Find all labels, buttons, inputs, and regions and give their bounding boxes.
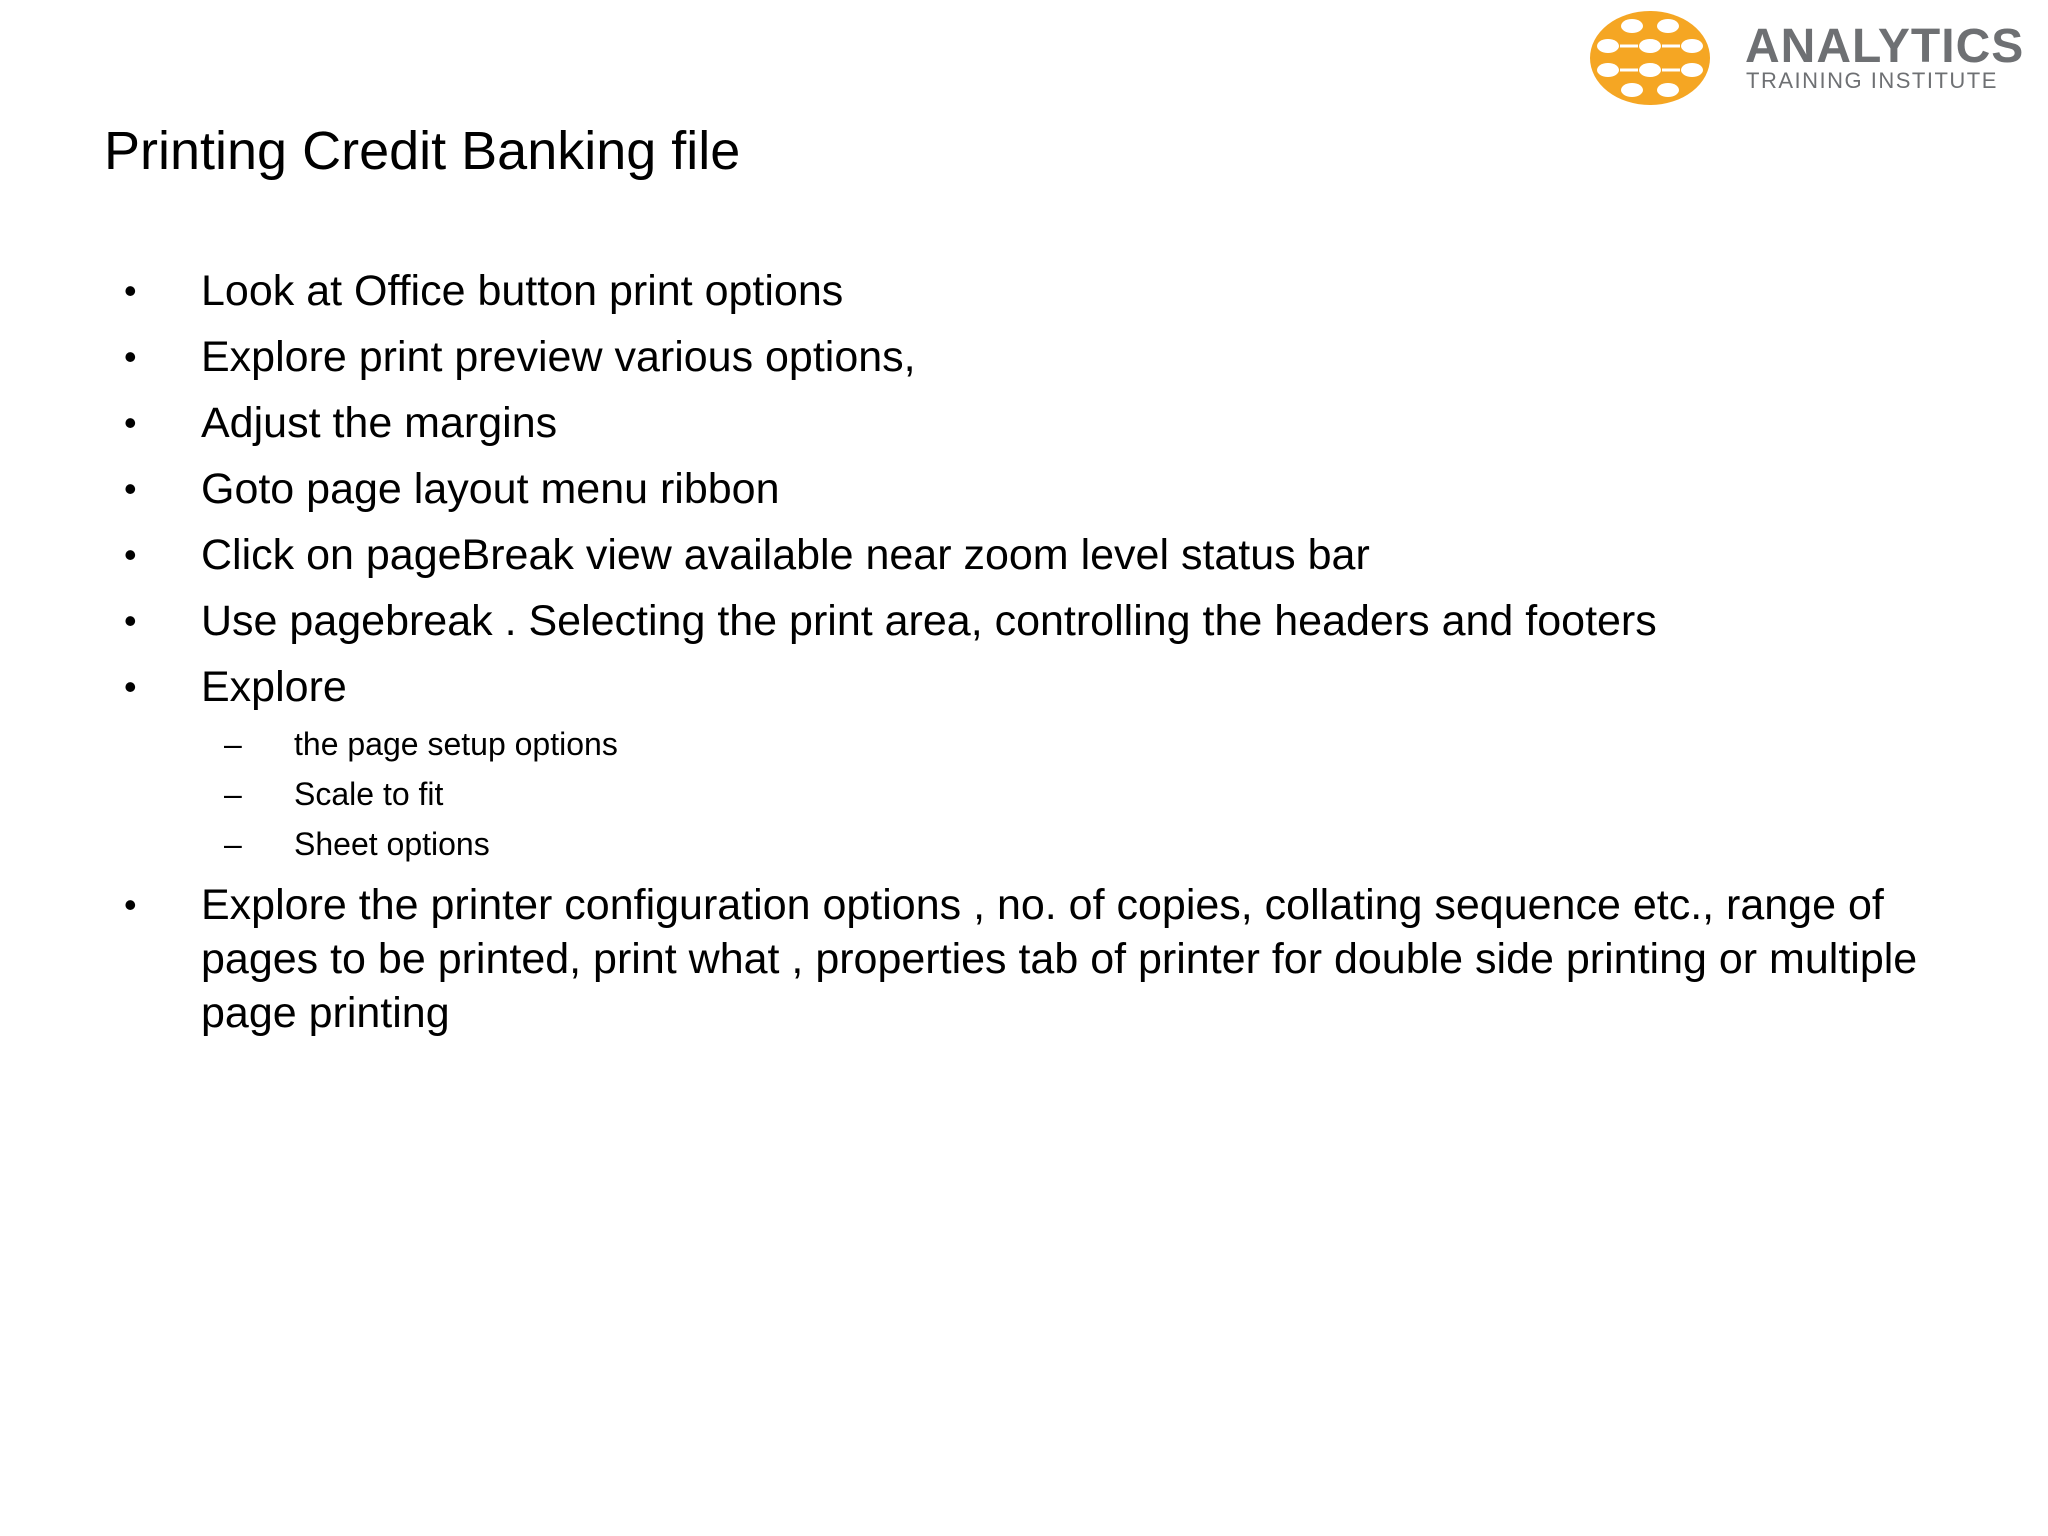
analytics-logo bbox=[1580, 4, 2040, 112]
bullet-item bbox=[124, 396, 2004, 450]
svg-text:ANALYTICS: ANALYTICS bbox=[1745, 20, 2025, 73]
bullet-icon: • bbox=[124, 666, 137, 707]
logo-mark-icon bbox=[1580, 4, 2040, 112]
bullet-item bbox=[124, 528, 2004, 582]
sub-bullet-list bbox=[124, 724, 2004, 864]
bullet-icon: • bbox=[124, 600, 137, 641]
bullet-icon: • bbox=[124, 468, 137, 509]
bullet-text: Explore the printer configuration options , no. of copies, collating sequence etc., range of pages to be printed, print what , properties tab of printer for double side printing or multiple page printing bbox=[201, 881, 1918, 1037]
bullet-text: Use pagebreak . Selecting the print area, controlling the headers and footers bbox=[201, 597, 1657, 645]
bullet-item bbox=[124, 264, 2004, 318]
bullet-item bbox=[124, 330, 2004, 384]
bullet-text: Explore print preview various options, bbox=[201, 333, 916, 381]
bullet-icon: • bbox=[124, 402, 137, 443]
sub-bullet-item bbox=[124, 724, 2004, 764]
dash-icon: – bbox=[224, 826, 242, 862]
bullet-list bbox=[124, 264, 2004, 1052]
sub-bullet-text: the page setup options bbox=[294, 726, 618, 762]
bullet-icon: • bbox=[124, 534, 137, 575]
bullet-text: Goto page layout menu ribbon bbox=[201, 465, 780, 513]
bullet-item bbox=[124, 878, 2004, 1040]
bullet-text: Click on pageBreak view available near zoom level status bar bbox=[201, 531, 1370, 579]
bullet-text: Look at Office button print options bbox=[201, 267, 844, 315]
bullet-item bbox=[124, 462, 2004, 516]
sub-bullet-item bbox=[124, 774, 2004, 814]
sub-bullet-text: Sheet options bbox=[294, 826, 490, 862]
dash-icon: – bbox=[224, 776, 242, 812]
dash-icon: – bbox=[224, 726, 242, 762]
bullet-icon: • bbox=[124, 270, 137, 311]
bullet-item bbox=[124, 594, 2004, 648]
bullet-icon: • bbox=[124, 884, 137, 925]
sub-bullet-text: Scale to fit bbox=[294, 776, 444, 812]
svg-text:TRAINING INSTITUTE: TRAINING INSTITUTE bbox=[1746, 68, 1998, 93]
sub-bullet-item bbox=[124, 824, 2004, 864]
bullet-text: Explore bbox=[201, 663, 347, 711]
bullet-icon: • bbox=[124, 336, 137, 377]
slide-title: Printing Credit Banking file bbox=[104, 121, 741, 181]
bullet-item bbox=[124, 660, 2004, 864]
bullet-text: Adjust the margins bbox=[201, 399, 558, 447]
